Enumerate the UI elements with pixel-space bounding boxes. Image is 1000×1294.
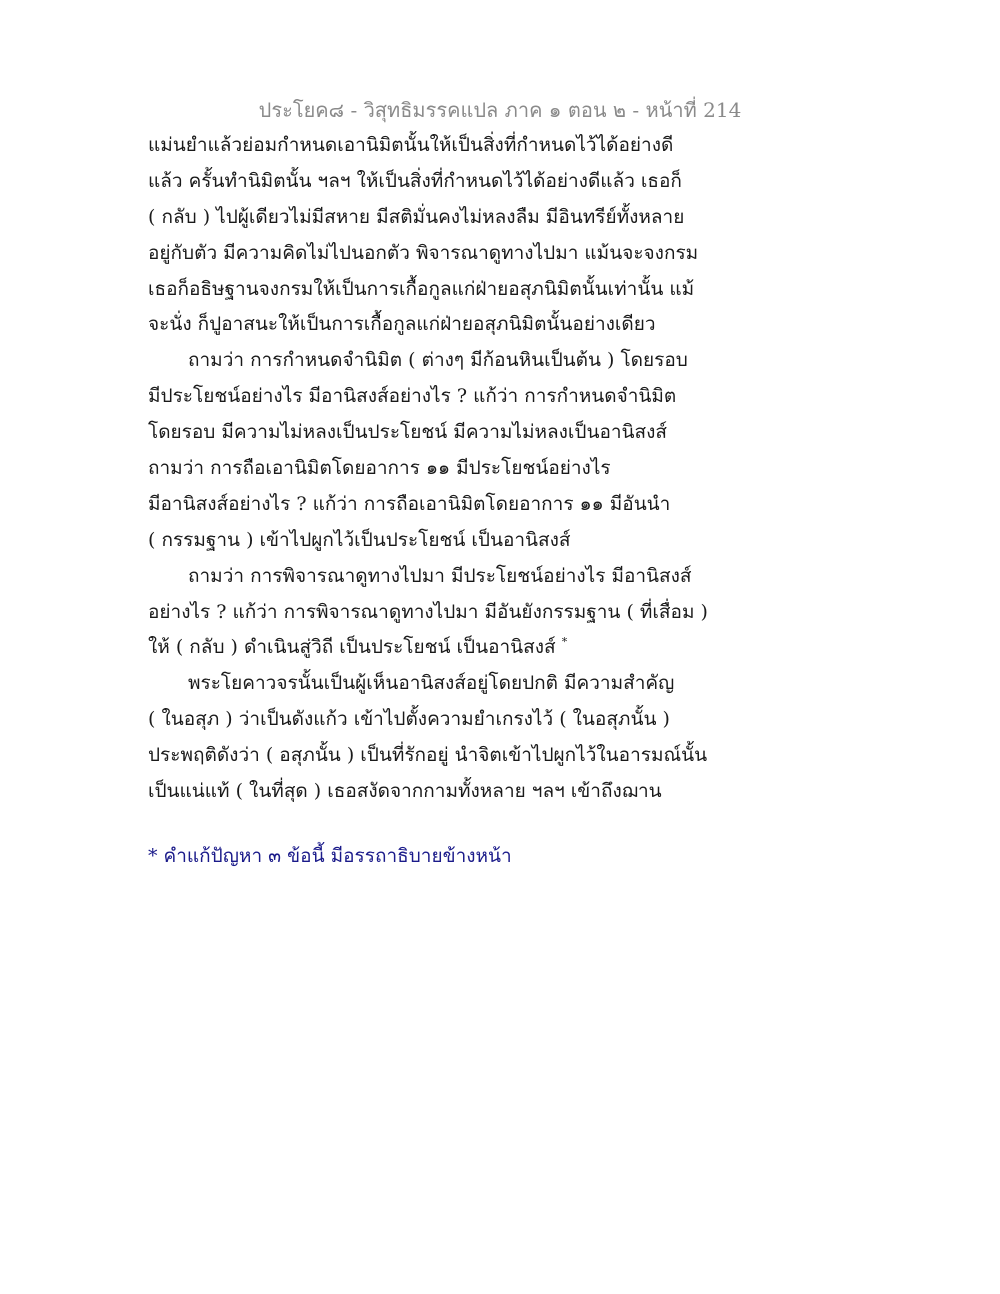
text-line-paragraph-start: ถามว่า การกำหนดจำนิมิต ( ต่างๆ มีก้อนหินเป็นต้น ) โดยรอบ (188, 349, 688, 372)
text-line: แล้ว ครั้นทำนิมิตนั้น ฯลฯ ให้เป็นสิ่งที่กำหนดไว้ได้อย่างดีแล้ว เธอก็ (148, 169, 682, 192)
text-line: จะนั่ง ก็ปูอาสนะให้เป็นการเกื้อกูลแก่ฝ่ายอสุภนิมิตนั้นอย่างเดียว (148, 313, 656, 336)
text-line: ( กรรมฐาน ) เข้าไปผูกไว้เป็นประโยชน์ เป็นอานิสงส์ (148, 528, 571, 551)
text-line: ( ในอสุภ ) ว่าเป็นดังแก้ว เข้าไปตั้งความยำเกรงไว้ ( ในอสุภนั้น ) (148, 708, 670, 731)
page-header: ประโยค๘ - วิสุทธิมรรคแปล ภาค ๑ ตอน ๒ - หน้าที่ 214 (258, 98, 742, 122)
text-line: ( กลับ ) ไปผู้เดียวไม่มีสหาย มีสติมั่นคงไม่หลงลืม มีอินทรีย์ทั้งหลาย (148, 205, 685, 228)
body-text (148, 131, 708, 813)
text-line: มีประโยชน์อย่างไร มีอานิสงส์อย่างไร ? แก้ว่า การกำหนดจำนิมิต (148, 385, 677, 408)
text-line: อยู่กับตัว มีความคิดไม่ไปนอกตัว พิจารณาดูทางไปมา แม้นจะจงกรม (148, 241, 699, 264)
text-line: ประพฤติดังว่า ( อสุภนั้น ) เป็นที่รักอยู่ นำจิตเข้าไปผูกไว้ในอารมณ์นั้น (148, 744, 708, 767)
text-line-with-footnote (148, 633, 668, 669)
text-line: อย่างไร ? แก้ว่า การพิจารณาดูทางไปมา มีอันยังกรรมฐาน ( ที่เสื่อม ) (148, 600, 708, 623)
footnote-marker: * (561, 636, 568, 650)
text-line: เป็นแน่แท้ ( ในที่สุด ) เธอสงัดจากกามทั้งหลาย ฯลฯ เข้าถึงฌาน (148, 780, 662, 803)
text-line: แม่นยำแล้วย่อมกำหนดเอานิมิตนั้นให้เป็นสิ่งที่กำหนดไว้ได้อย่างดี (148, 134, 674, 156)
footnote: * คำแก้ปัญหา ๓ ข้อนี้ มีอรรถาธิบายข้างหน้า (148, 845, 512, 867)
text-line-content: ให้ ( กลับ ) ดำเนินสู่วิถี เป็นประโยชน์ เป็นอานิสงส์ (148, 636, 556, 659)
text-line: มีอานิสงส์อย่างไร ? แก้ว่า การถือเอานิมิตโดยอาการ ๑๑ มีอันนำ (148, 492, 671, 515)
text-line: โดยรอบ มีความไม่หลงเป็นประโยชน์ มีความไม่หลงเป็นอานิสงส์ (148, 421, 667, 444)
text-line: เธอก็อธิษฐานจงกรมให้เป็นการเกื้อกูลแก่ฝ่ายอสุภนิมิตนั้นเท่านั้น แม้ (148, 277, 695, 300)
text-line-paragraph-start: ถามว่า การพิจารณาดูทางไปมา มีประโยชน์อย่างไร มีอานิสงส์ (188, 564, 692, 587)
text-line-paragraph-start: พระโยคาวจรนั้นเป็นผู้เห็นอานิสงส์อยู่โดยปกติ มีความสำคัญ (188, 672, 675, 695)
text-line: ถามว่า การถือเอานิมิตโดยอาการ ๑๑ มีประโยชน์อย่างไร (148, 457, 611, 480)
